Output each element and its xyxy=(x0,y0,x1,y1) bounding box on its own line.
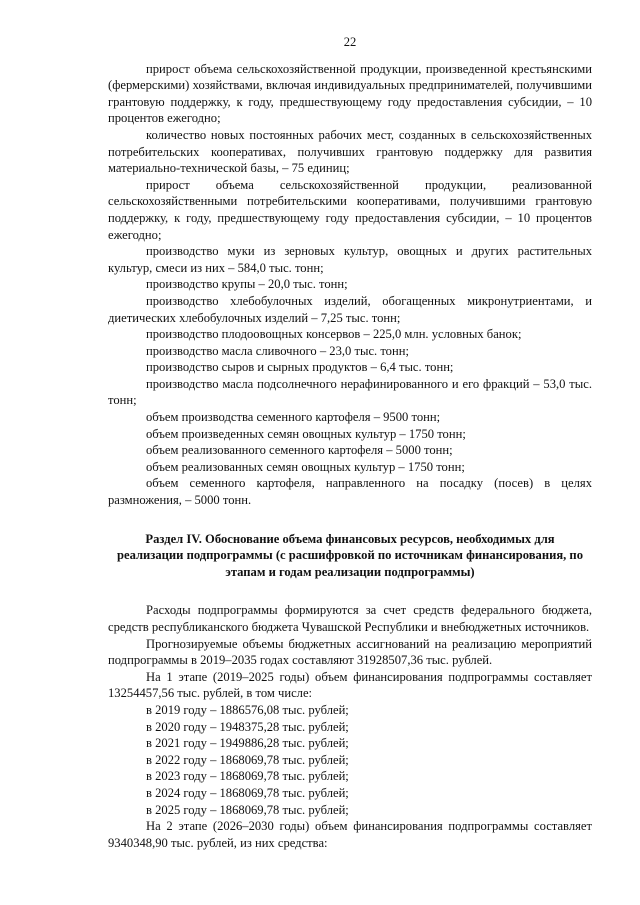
year-line-2023: в 2023 году – 1868069,78 тыс. рублей; xyxy=(146,769,349,784)
paragraph-stage1: На 1 этапе (2019–2025 годы) объем финансирования подпрограммы составляет 13254457,56 тыс. рублей, в том числе: xyxy=(108,669,592,701)
page-number: 22 xyxy=(343,35,357,49)
paragraph-sunflower-oil: производство масла подсолнечного нерафинированного и его фракций – 53,0 тыс. тонн; xyxy=(108,376,592,408)
paragraph-forecast: Прогнозируемые объемы бюджетных ассигнований на реализацию мероприятий подпрограммы в 2019–2035 годах составляют 31928507,36 тыс. рублей. xyxy=(108,636,592,668)
year-line-2025: в 2025 году – 1868069,78 тыс. рублей; xyxy=(146,802,349,817)
paragraph-new-jobs: количество новых постоянных рабочих мест, созданных в сельскохозяйственных потребительских кооперативах, получивших грантовую поддержку для развития материально-технической базы, – 75 единиц; xyxy=(108,127,592,176)
year-line-2021: в 2021 году – 1949886,28 тыс. рублей; xyxy=(146,736,349,751)
paragraph-sold-potato: объем реализованного семенного картофеля – 5000 тонн; xyxy=(146,443,453,458)
paragraph-farm-growth: прирост объема сельскохозяйственной продукции, произведенной крестьянскими (фермерскими) хозяйствами, включая индивидуальных предпринимателей, получившими грантовую поддержку, к году, предшествующему году предоставления субсидии, – 10 процентов ежегодно; xyxy=(108,61,592,126)
paragraph-cheese: производство сыров и сырных продуктов – 6,4 тыс. тонн; xyxy=(146,360,454,375)
paragraph-seed-potato: объем производства семенного картофеля – 9500 тонн; xyxy=(146,410,441,425)
paragraph-vegetable-seeds: объем произведенных семян овощных культур – 1750 тонн; xyxy=(146,426,466,441)
year-line-2024: в 2024 году – 1868069,78 тыс. рублей; xyxy=(146,785,349,800)
paragraph-planting-potato: объем семенного картофеля, направленного на посадку (посев) в целях размножения, – 5000 тонн. xyxy=(108,476,592,508)
year-line-2022: в 2022 году – 1868069,78 тыс. рублей; xyxy=(146,752,349,767)
paragraph-stage2: На 2 этапе (2026–2030 годы) объем финансирования подпрограммы составляет 9340348,90 тыс. рублей, из них средства: xyxy=(108,819,592,850)
paragraph-expenses: Расходы подпрограммы формируются за счет средств федерального бюджета, средств республиканского бюджета Чувашской Республики и внебюджетных источников. xyxy=(108,603,592,634)
year-line-2019: в 2019 году – 1886576,08 тыс. рублей; xyxy=(146,702,349,717)
section-title: Раздел IV. Обоснование объема финансовых ресурсов, необходимых для реализации подпрограммы (с расшифровкой по источникам финансирования, по этапам и годам реализации подпрограммы) xyxy=(116,531,583,579)
paragraph-flour: производство муки из зерновых культур, овощных и других растительных культур, смеси из них – 584,0 тыс. тонн; xyxy=(108,244,592,275)
paragraph-coop-growth: прирост объема сельскохозяйственной продукции, реализованной сельскохозяйственными потребительскими кооперативами, получившими грантовую поддержку, к году, предшествующему году предоставления субсидии, – 10 процентов ежегодно; xyxy=(108,177,592,242)
paragraph-butter: производство масла сливочного – 23,0 тыс. тонн; xyxy=(146,343,409,358)
paragraph-sold-seeds: объем реализованных семян овощных культур – 1750 тонн; xyxy=(146,459,465,474)
paragraph-canned: производство плодоовощных консервов – 225,0 млн. условных банок; xyxy=(146,327,522,342)
paragraph-groats: производство крупы – 20,0 тыс. тонн; xyxy=(146,277,348,292)
paragraph-bakery: производство хлебобулочных изделий, обогащенных микронутриентами, и диетических хлебобулочных изделий – 7,25 тыс. тонн; xyxy=(108,293,592,325)
year-line-2020: в 2020 году – 1948375,28 тыс. рублей; xyxy=(146,719,349,734)
